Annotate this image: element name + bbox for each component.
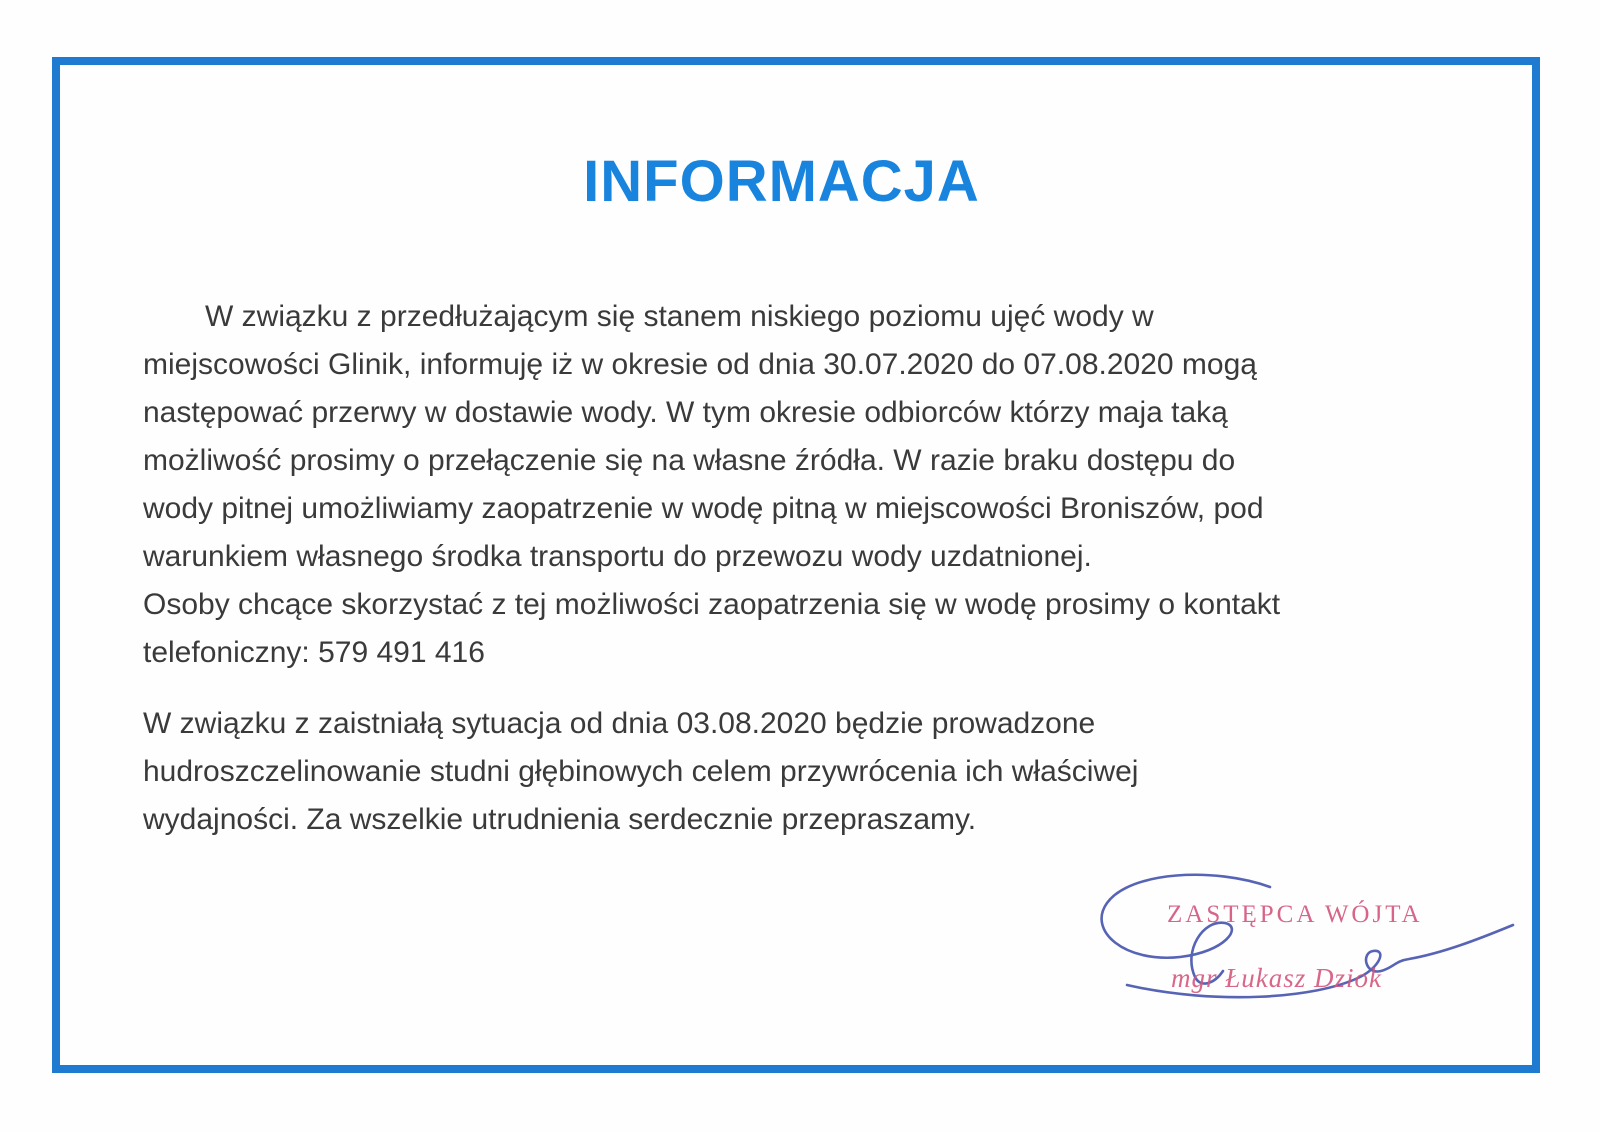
signature-stamp-name: mgr Łukasz Dziok bbox=[1171, 963, 1383, 993]
paragraph-water-supply-notice bbox=[143, 293, 1443, 677]
body-line: W związku z zaistniałą sytuacja od dnia 03.08.2020 będzie prowadzone bbox=[143, 707, 1096, 740]
body-line: telefoniczny: 579 491 416 bbox=[143, 636, 485, 669]
signature-stamp-role: ZASTĘPCA WÓJTA bbox=[1167, 901, 1423, 928]
signature-block bbox=[1075, 865, 1555, 1025]
body-line: wody pitnej umożliwiamy zaopatrzenie w wodę pitną w miejscowości Broniszów, pod bbox=[143, 492, 1264, 525]
document-title: INFORMACJA bbox=[583, 149, 980, 214]
pen-signature-scribble bbox=[1075, 865, 1555, 1025]
body-line: hudroszczelinowanie studni głębinowych celem przywrócenia ich właściwej bbox=[143, 755, 1139, 788]
body-line: warunkiem własnego środka transportu do przewozu wody uzdatnionej. bbox=[143, 540, 1092, 573]
paragraph-well-maintenance-notice bbox=[143, 700, 1443, 844]
body-line: możliwość prosimy o przełączenie się na własne źródła. W razie braku dostępu do bbox=[143, 444, 1236, 477]
body-line: Osoby chcące skorzystać z tej możliwości zaopatrzenia się w wodę prosimy o kontakt bbox=[143, 588, 1281, 621]
document-body bbox=[143, 293, 1443, 844]
body-line: następować przerwy w dostawie wody. W tym okresie odbiorców którzy maja taką bbox=[143, 396, 1228, 429]
body-line: W związku z przedłużającym się stanem niskiego poziomu ujęć wody w bbox=[205, 300, 1154, 333]
body-line: miejscowości Glinik, informuję iż w okresie od dnia 30.07.2020 do 07.08.2020 mogą bbox=[143, 348, 1257, 381]
body-line: wydajności. Za wszelkie utrudnienia serdecznie przepraszamy. bbox=[143, 803, 977, 836]
